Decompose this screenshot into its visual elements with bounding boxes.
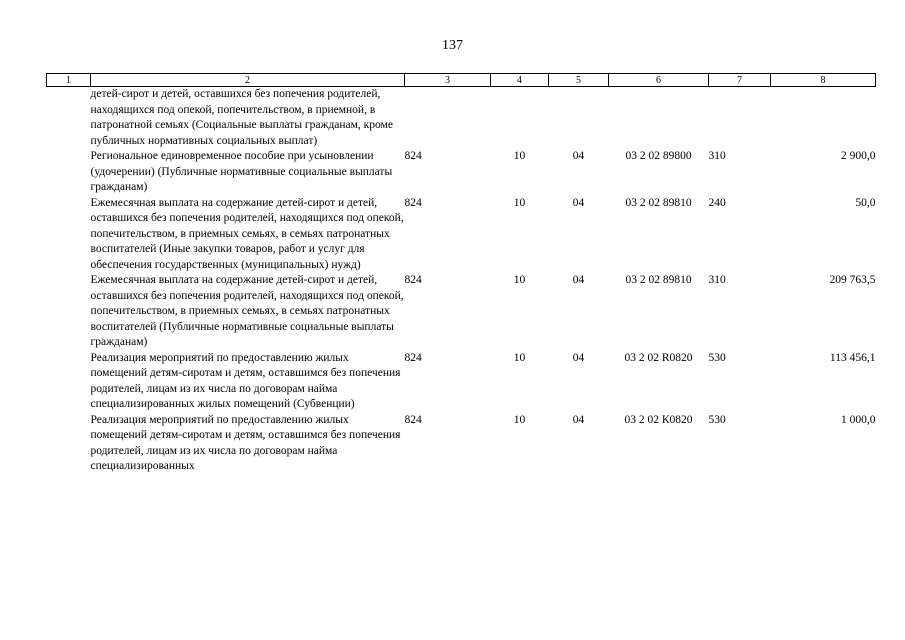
cell-expense-type: 530 bbox=[708, 351, 726, 364]
cell-name: Ежемесячная выплата на содержание детей-сирот и детей, оставшихся без попечения родителей, находящихся под опекой, попечительством, в приемных семьях, в семьях патронатных воспитателей (Публичные нормативные социальные выплаты гражданам) bbox=[90, 274, 404, 348]
cell-amount: 209 763,5 bbox=[829, 274, 876, 286]
cell-index bbox=[47, 413, 91, 475]
table-row bbox=[47, 413, 876, 475]
cell-target-article: 03 2 02 89810 bbox=[625, 274, 692, 286]
column-header-1: 1 bbox=[47, 74, 91, 87]
cell-grbs: 824 bbox=[404, 274, 422, 286]
cell-expense-type: 240 bbox=[708, 196, 726, 209]
cell-amount bbox=[771, 87, 876, 150]
column-header-2: 2 bbox=[91, 74, 405, 87]
cell-name: Реализация мероприятий по предоставлению жилых помещений детям-сиротам и детям, оставшимся без попечения родителей, лицам из их числа по договорам найма специализированных bbox=[90, 413, 401, 472]
cell-name: Региональное единовременное пособие при усыновлении (удочерении) (Публичные нормативные социальные выплаты гражданам) bbox=[90, 150, 393, 193]
table-row bbox=[47, 351, 876, 413]
cell-index bbox=[47, 149, 91, 196]
cell-target-article: 03 2 02 89810 bbox=[625, 196, 692, 209]
cell-target-article: 03 2 02 89800 bbox=[625, 150, 692, 162]
cell-name: детей-сирот и детей, оставшихся без попечения родителей, находящихся под опекой, попечительством, в приемной, в патронатной семьях (Социальные выплаты гражданам, кроме публичных нормативных социальных выплат) bbox=[90, 88, 393, 147]
cell-target-article: 03 2 02 К0820 bbox=[624, 413, 693, 426]
cell-grbs: 824 bbox=[404, 196, 422, 209]
cell-amount: 113 456,1 bbox=[829, 351, 876, 364]
cell-section bbox=[491, 87, 549, 150]
cell-expense-type: 530 bbox=[708, 413, 726, 426]
table-row bbox=[47, 196, 876, 274]
cell-grbs bbox=[405, 87, 491, 150]
cell-grbs: 824 bbox=[404, 351, 422, 364]
cell-subsection: 04 bbox=[572, 150, 585, 162]
cell-subsection: 04 bbox=[572, 413, 585, 426]
cell-section: 10 bbox=[513, 196, 526, 209]
cell-subsection bbox=[549, 87, 609, 150]
column-header-3: 3 bbox=[405, 74, 491, 87]
table-row bbox=[47, 87, 876, 150]
budget-table bbox=[46, 73, 876, 475]
cell-section: 10 bbox=[513, 150, 526, 162]
cell-name: Ежемесячная выплата на содержание детей-сирот и детей, оставшихся без попечения родителей, находящихся под опекой, попечительством, в приемных семьях, в семьях патронатных воспитателей (Иные закупки товаров, работ и услуг для обеспечения государственных (муниципальных) нужд) bbox=[90, 196, 404, 271]
cell-index bbox=[47, 196, 91, 274]
cell-amount: 1 000,0 bbox=[841, 413, 876, 426]
cell-target-article bbox=[609, 87, 709, 150]
cell-index bbox=[47, 273, 91, 351]
column-header-5: 5 bbox=[549, 74, 609, 87]
column-header-7: 7 bbox=[709, 74, 771, 87]
cell-grbs: 824 bbox=[404, 413, 422, 426]
cell-subsection: 04 bbox=[572, 351, 585, 364]
column-header-4: 4 bbox=[491, 74, 549, 87]
table-row bbox=[47, 149, 876, 196]
table-row bbox=[47, 273, 876, 351]
page-number: 137 bbox=[442, 38, 463, 53]
cell-expense-type: 310 bbox=[708, 150, 726, 162]
cell-amount: 50,0 bbox=[855, 196, 876, 209]
cell-expense-type: 310 bbox=[708, 274, 726, 286]
cell-section: 10 bbox=[513, 274, 526, 286]
cell-amount: 2 900,0 bbox=[841, 150, 876, 162]
cell-index bbox=[47, 351, 91, 413]
cell-grbs: 824 bbox=[404, 150, 422, 162]
cell-section: 10 bbox=[513, 413, 526, 426]
table-header-row bbox=[47, 74, 876, 87]
cell-subsection: 04 bbox=[572, 274, 585, 286]
cell-subsection: 04 bbox=[572, 196, 585, 209]
cell-name: Реализация мероприятий по предоставлению жилых помещений детям-сиротам и детям, оставшимся без попечения родителей, лицам из их числа по договорам найма специализированных жилых помещений (Субвенции) bbox=[90, 351, 401, 410]
column-header-8: 8 bbox=[771, 74, 876, 87]
cell-index bbox=[47, 87, 91, 150]
cell-expense-type bbox=[709, 87, 771, 150]
cell-section: 10 bbox=[513, 351, 526, 364]
column-header-6: 6 bbox=[609, 74, 709, 87]
cell-target-article: 03 2 02 R0820 bbox=[624, 351, 693, 364]
